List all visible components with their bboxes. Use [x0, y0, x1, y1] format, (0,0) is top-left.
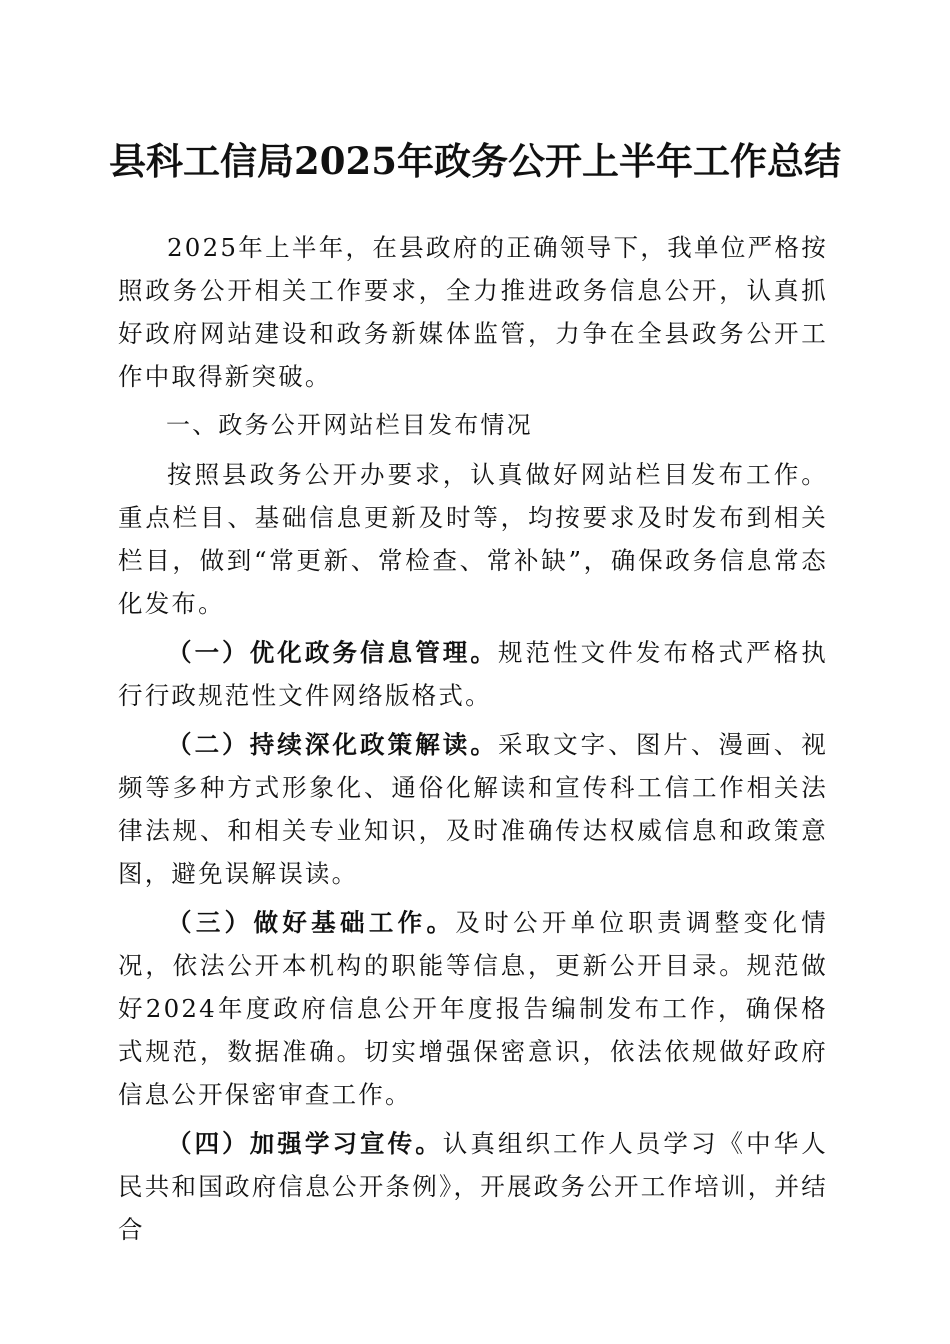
item-paragraph-4	[118, 1122, 828, 1251]
section-1-intro-paragraph: 按照县政务公开办要求，认真做好网站栏目发布工作。重点栏目、基础信息更新及时等，均按要求及时发布到相关栏目，做到“常更新、常检查、常补缺”，确保政务信息常态化发布。	[118, 460, 828, 618]
item-text-3: 及时公开单位职责调整变化情况，依法公开本机构的职能等信息，更新公开目录。规范做好2024年度政府信息公开年度报告编制发布工作，确保格式规范，数据准确。切实增强保密意识，依法依规做好政府信息公开保密审查工作。	[118, 908, 829, 1109]
item-lead-2: （二）持续深化政策解读。	[167, 730, 498, 759]
document-title: 县科工信局2025年政务公开上半年工作总结	[109, 139, 841, 183]
item-lead-4: （四）加强学习宣传。	[167, 1129, 443, 1158]
item-paragraph-3	[118, 901, 828, 1116]
item-text-4: 认真组织工作人员学习《中华人民共和国政府信息公开条例》，开展政务公开工作培训，并结合	[118, 1129, 828, 1244]
item-lead-3: （三）做好基础工作。	[167, 908, 456, 937]
item-paragraph-2	[118, 723, 828, 895]
section-heading-1: 一、政务公开网站栏目发布情况	[166, 411, 533, 439]
item-paragraph-1	[118, 631, 828, 717]
document-body	[118, 226, 828, 1251]
intro-paragraph: 2025年上半年，在县政府的正确领导下，我单位严格按照政务公开相关工作要求，全力推进政务信息公开，认真抓好政府网站建设和政务新媒体监管，力争在全县政务公开工作中取得新突破。	[118, 233, 828, 391]
item-text-2: 采取文字、图片、漫画、视频等多种方式形象化、通俗化解读和宣传科工信工作相关法律法规、和相关专业知识，及时准确传达权威信息和政策意图，避免误解误读。	[118, 730, 828, 888]
item-text-1: 规范性文件发布格式严格执行行政规范性文件网络版格式。	[118, 638, 828, 710]
item-lead-1: （一）优化政务信息管理。	[167, 638, 498, 667]
